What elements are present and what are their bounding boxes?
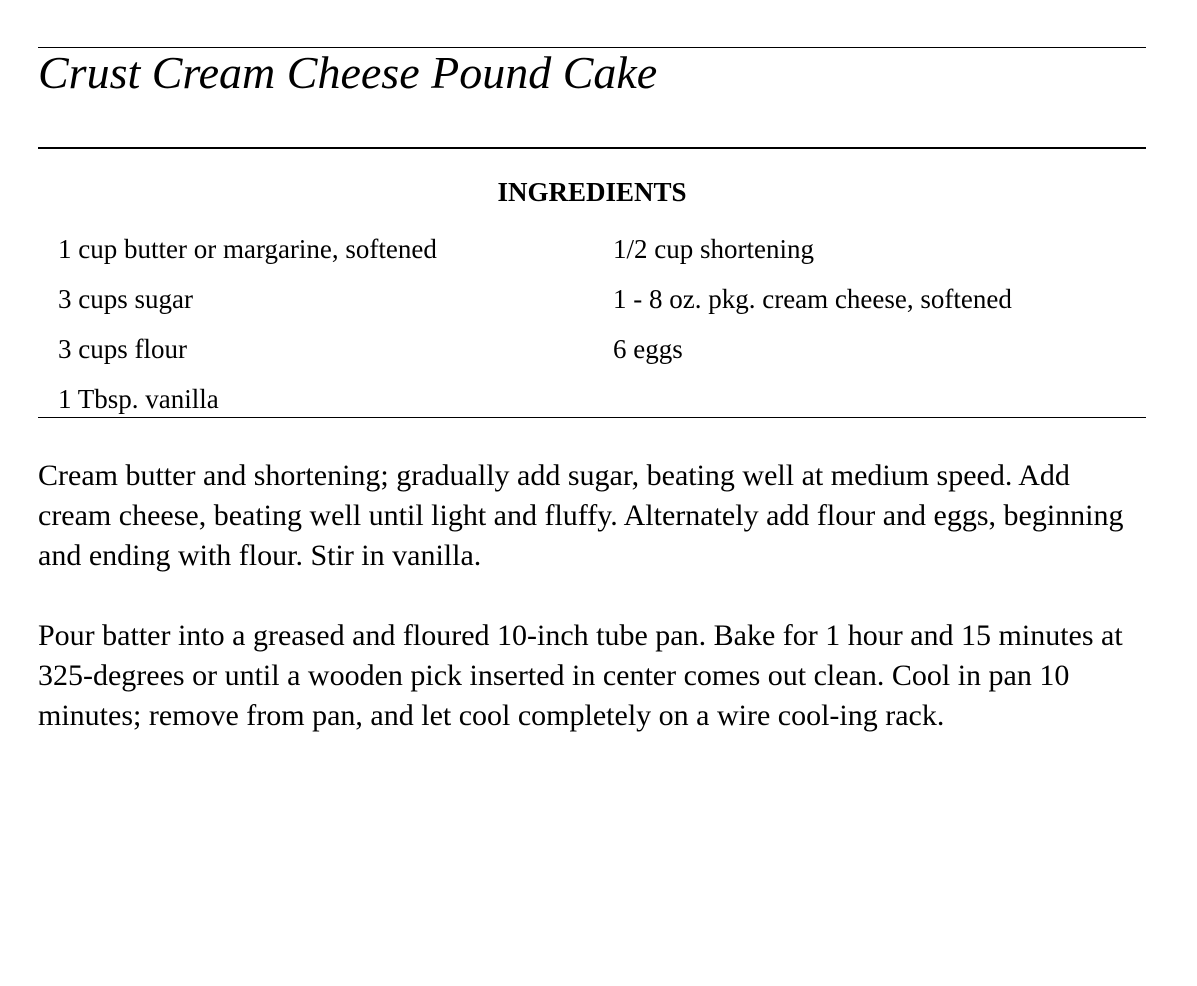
ingredient-item: 3 cups sugar [58, 284, 193, 314]
directions-paragraph: Cream butter and shortening; gradually add sugar, beating well at medium speed. Add cream cheese, beating well until light and fluffy. Alternately add flour and eggs, beginning and ending with flour. Stir in vanilla. [38, 459, 1124, 572]
ingredients-heading: INGREDIENTS [497, 177, 687, 207]
ingredients-left-column [58, 224, 437, 424]
ingredient-item: 1 cup butter or margarine, softened [58, 234, 437, 264]
directions [38, 456, 1148, 776]
recipe-title: Crust Cream Cheese Pound Cake [38, 47, 658, 98]
ingredients-top-divider [38, 147, 1146, 149]
directions-paragraph: Pour batter into a greased and floured 10-inch tube pan. Bake for 1 hour and 15 minutes at 325-degrees or until a wooden pick inserted in center comes out clean. Cool in pan 10 minutes; remove from pan, and let cool completely on a wire cool-ing rack. [38, 619, 1123, 732]
ingredient-item: 1 - 8 oz. pkg. cream cheese, softened [613, 284, 1012, 314]
ingredient-item: 6 eggs [613, 334, 683, 364]
ingredient-item: 3 cups flour [58, 334, 187, 364]
ingredients-right-column [613, 224, 1012, 374]
ingredient-item: 1 Tbsp. vanilla [58, 384, 219, 414]
ingredients-bottom-divider [38, 417, 1146, 418]
ingredient-item: 1/2 cup shortening [613, 234, 814, 264]
